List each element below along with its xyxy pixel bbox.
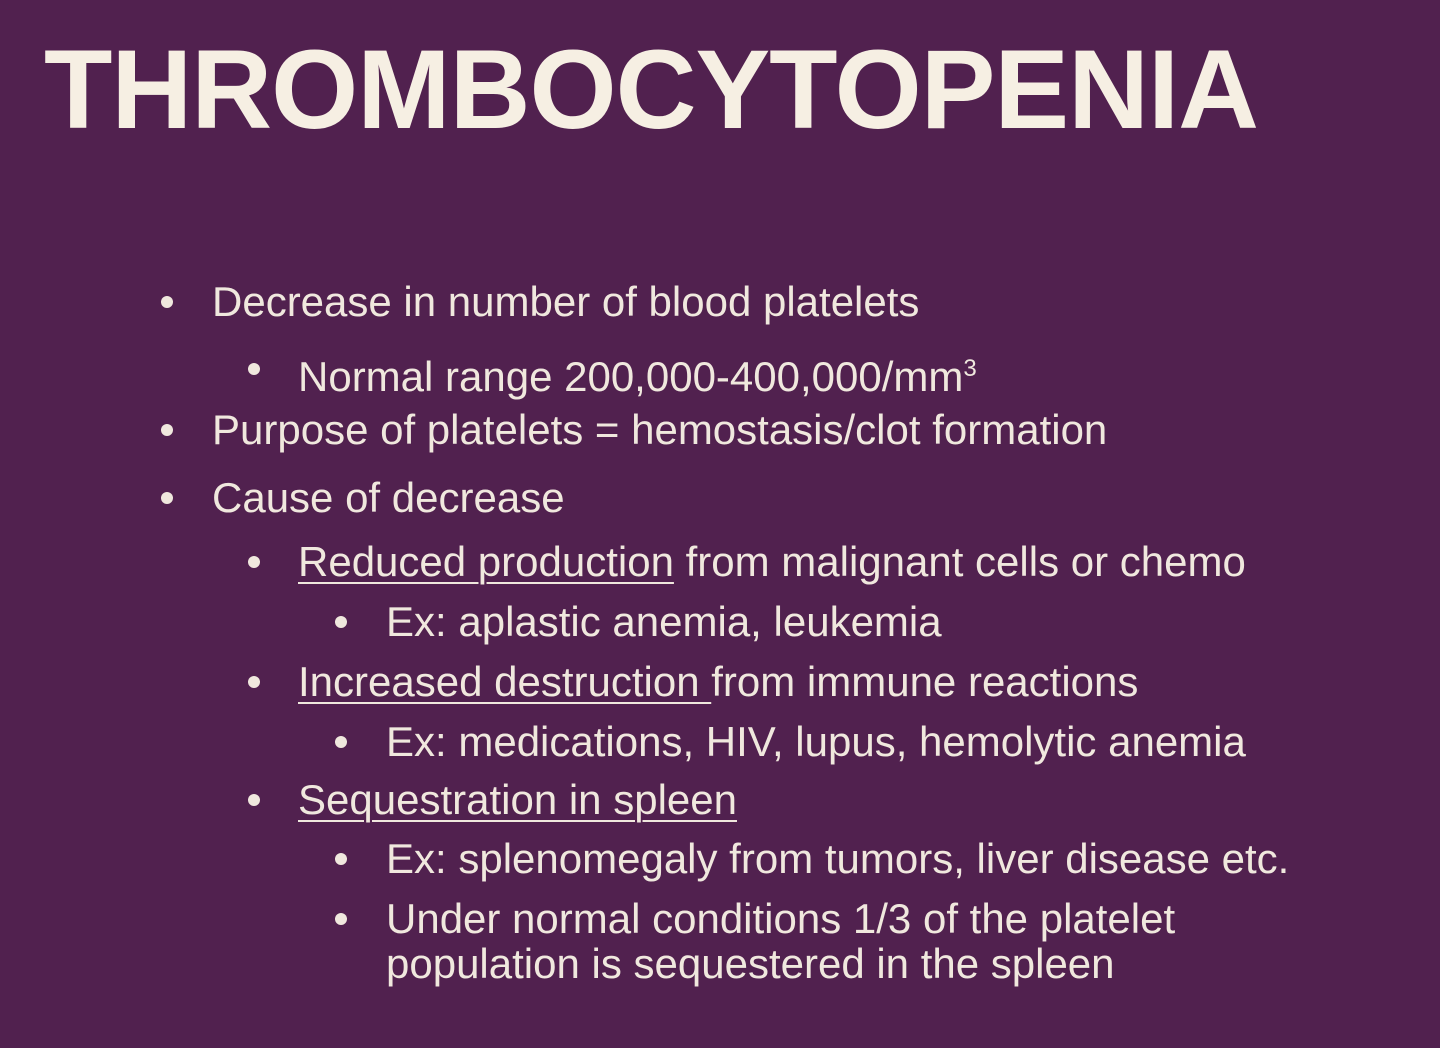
slide-title: THROMBOCYTOPENIA	[44, 27, 1258, 152]
bullet-ex-medications: Ex: medications, HIV, lupus, hemolytic anemia	[386, 718, 1246, 765]
bullet-ex-aplastic: Ex: aplastic anemia, leukemia	[386, 598, 942, 645]
reduced-production-rest: from malignant cells or chemo	[673, 538, 1246, 585]
bullet-dot-icon	[248, 363, 260, 375]
bullet-reduced-production	[298, 538, 1246, 586]
bullet-dot-icon	[335, 913, 347, 925]
bullet-cause: Cause of decrease	[212, 474, 565, 521]
bullet-dot-icon	[335, 853, 347, 865]
increased-destruction-underlined: Increased destruction	[298, 658, 712, 705]
bullet-dot-icon	[161, 296, 173, 308]
bullet-dot-icon	[161, 492, 173, 504]
bullet-normal-conditions-line1: Under normal conditions 1/3 of the platelet	[386, 895, 1176, 942]
bullet-normal-conditions-line2: population is sequestered in the spleen	[386, 940, 1115, 987]
bullet-ex-splenomegaly: Ex: splenomegaly from tumors, liver disease etc.	[386, 835, 1290, 882]
normal-range-superscript: 3	[963, 355, 977, 382]
increased-destruction-rest: from immune reactions	[711, 658, 1139, 705]
bullet-normal-range	[298, 345, 977, 401]
bullet-purpose: Purpose of platelets = hemostasis/clot formation	[212, 406, 1108, 453]
bullet-dot-icon	[161, 424, 173, 436]
sequestration-underlined: Sequestration in spleen	[298, 776, 737, 823]
bullet-dot-icon	[335, 616, 347, 628]
reduced-production-underlined: Reduced production	[298, 538, 674, 585]
bullet-dot-icon	[248, 676, 260, 688]
bullet-sequestration	[298, 776, 737, 824]
bullet-dot-icon	[335, 736, 347, 748]
normal-range-text: Normal range 200,000-400,000/mm	[298, 353, 964, 400]
bullet-increased-destruction	[298, 658, 1138, 706]
bullet-decrease: Decrease in number of blood platelets	[212, 278, 920, 325]
bullet-dot-icon	[248, 556, 260, 568]
bullet-dot-icon	[248, 794, 260, 806]
